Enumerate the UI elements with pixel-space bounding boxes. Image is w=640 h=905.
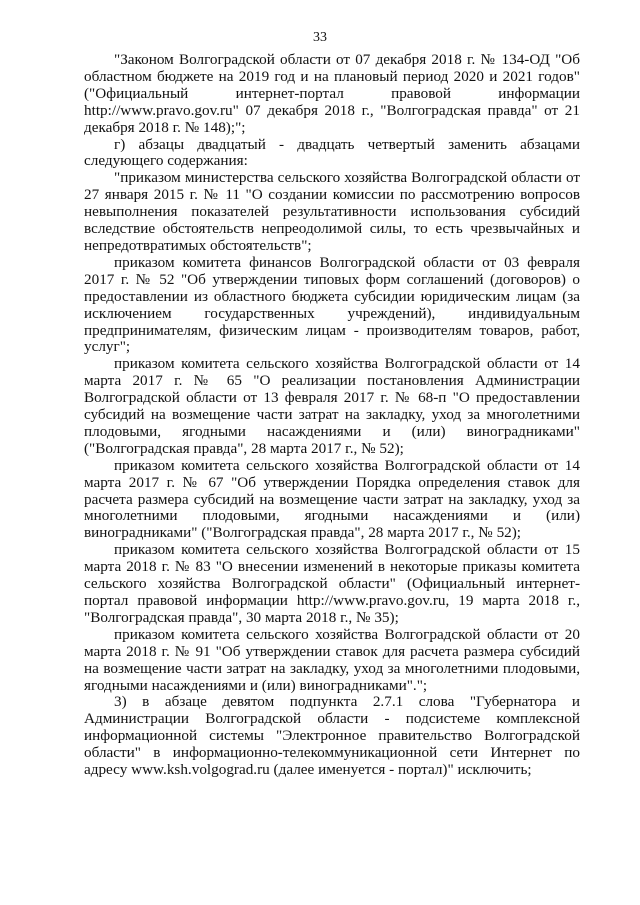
paragraph-order-65: приказом комитета сельского хозяйства Волгоградской области от 14 марта 2017 г. № 65 "О реализации постановления Администрации Волгоградской области от 13 февраля 2017 г. № 68-п "О предоставлении субсидий на возмещение части затрат на закладку, уход за многолетними плодовыми, ягодными насаждениями и (или) виноградниками" ("Волгоградская правда", 28 марта 2017 г., № 52);: [84, 355, 580, 457]
paragraph-item-3: 3) в абзаце девятом подпункта 2.7.1 слова "Губернатора и Администрации Волгоградской области - подсистеме комплексной информационной системы "Электронное правительство Волгоградской области" в информационно-телекоммуникационной сети Интернет по адресу www.ksh.volgograd.ru (далее именуется - портал)" исключить;: [84, 693, 580, 779]
paragraph-order-91: приказом комитета сельского хозяйства Волгоградской области от 20 марта 2018 г. № 91 "Об утверждении ставок для расчета размера субсидий на возмещение части затрат на закладку, уход за многолетними плодовыми, ягодными насаждениями и (или) виноградниками".";: [84, 625, 580, 694]
paragraph-order-83: приказом комитета сельского хозяйства Волгоградской области от 15 марта 2018 г. № 83 "О внесении изменений в некоторые приказы комитета сельского хозяйства Волгоградской области" (Официальный интернет-портал правовой информации http://www.pravo.gov.ru, 19 марта 2018 г., "Волгоградская правда", 30 марта 2018 г., № 35);: [84, 541, 580, 626]
paragraph-replace-instruction: г) абзацы двадцатый - двадцать четвертый заменить абзацами следующего содержания:: [84, 135, 580, 170]
paragraph-order-67: приказом комитета сельского хозяйства Волгоградской области от 14 марта 2017 г. № 67 "Об утверждении Порядка определения ставок для расчета размера субсидий на возмещение части затрат на закладку, уход за многолетними плодовыми, ягодными насаждениями и (или) виноградниками" ("Волгоградская правда", 28 марта 2017 г., № 52);: [84, 456, 580, 542]
paragraph-law-budget: "Законом Волгоградской области от 07 декабря 2018 г. № 134-ОД "Об областном бюджете на 2019 год и на плановый период 2020 и 2021 годов" ("Официальный интернет-портал правовой информации http://www.pravo.gov.ru" 07 декабря 2018 г., "Волгоградская правда" от 21 декабря 2018 г. № 148);";: [84, 51, 580, 136]
paragraph-order-ministry-2015: "приказом министерства сельского хозяйства Волгоградской области от 27 января 2015 г. № 11 "О создании комиссии по рассмотрению вопросов невыполнения показателей результативности использования субсидий вследствие обстоятельств непреодолимой силы, то есть чрезвычайных и непредотвратимых обстоятельств";: [84, 169, 580, 254]
paragraph-order-finance-2017: приказом комитета финансов Волгоградской области от 03 февраля 2017 г. № 52 "Об утверждении типовых форм соглашений (договоров) о предоставлении из областного бюджета субсидии юридическим лицам (за исключением государственных учреждений), индивидуальным предпринимателям, физическим лицам - производителям товаров, работ, услуг";: [84, 253, 580, 356]
document-body: [84, 52, 580, 779]
page-number: 33: [313, 30, 327, 45]
